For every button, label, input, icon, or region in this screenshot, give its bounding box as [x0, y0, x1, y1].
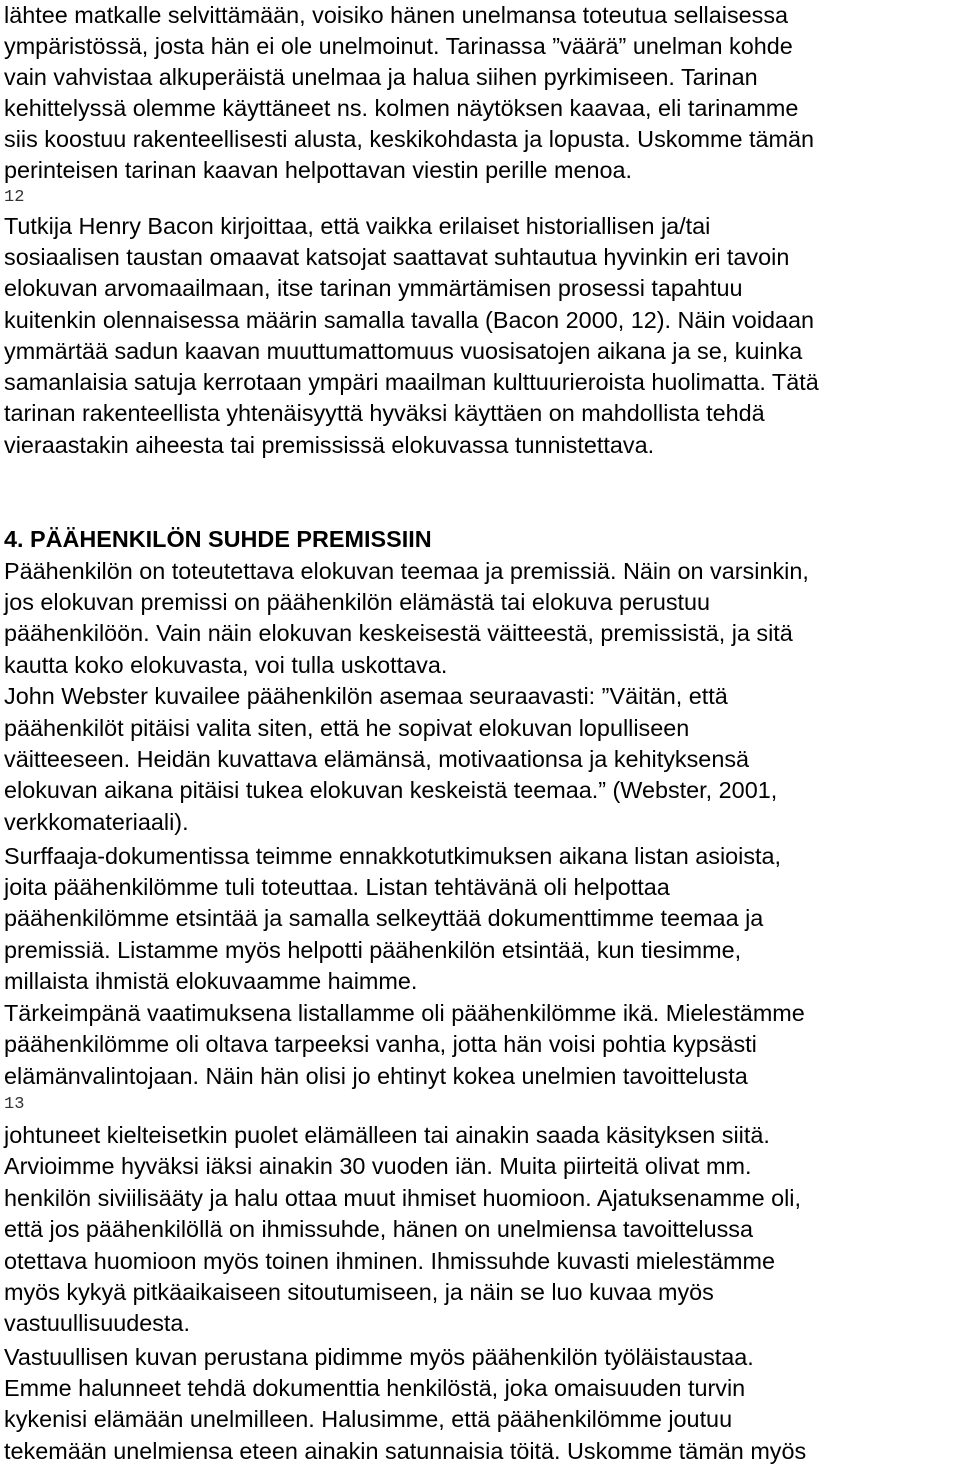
text-line: henkilön siviilisääty ja halu ottaa muut ihmiset huomioon. Ajatuksenamme oli,: [4, 1185, 801, 1211]
text-line: jos elokuvan premissi on päähenkilön elämästä tai elokuva perustuu: [4, 589, 711, 615]
text-line: joita päähenkilömme tuli toteuttaa. Listan tehtävänä oli helpottaa: [4, 874, 670, 900]
text-line: millaista ihmistä elokuvaamme haimme.: [4, 968, 418, 994]
text-line: Emme halunneet tehdä dokumenttia henkilöstä, joka omaisuuden turvin: [4, 1375, 746, 1401]
text-line: elokuvan arvomaailmaan, itse tarinan ymmärtämisen prosessi tapahtuu: [4, 275, 743, 301]
text-line: samanlaisia satuja kerrotaan ympäri maailman kulttuurieroista huolimatta. Tätä: [4, 369, 819, 395]
text-line: kautta koko elokuvasta, voi tulla uskottava.: [4, 652, 448, 678]
text-line: perinteisen tarinan kaavan helpottavan viestin perille menoa.: [4, 157, 633, 183]
text-line: päähenkilömme etsintää ja samalla selkeyttää dokumenttimme teemaa ja: [4, 905, 764, 931]
text-line: elämänvalintojaan. Näin hän olisi jo ehtinyt kokea unelmien tavoittelusta: [4, 1063, 748, 1089]
text-line: Surffaaja-dokumentissa teimme ennakkotutkimuksen aikana listan asioista,: [4, 843, 782, 869]
text-line: elokuvan aikana pitäisi tukea elokuvan keskeistä teemaa.” (Webster, 2001,: [4, 777, 778, 803]
text-line: siis koostuu rakenteellisesti alusta, keskikohdasta ja lopusta. Uskomme tämän: [4, 126, 814, 152]
text-line: sosiaalisen taustan omaavat katsojat saattavat suhtautua hyvinkin eri tavoin: [4, 244, 790, 270]
text-line: päähenkilöön. Vain näin elokuvan keskeisestä väitteestä, premissistä, ja sitä: [4, 620, 793, 646]
text-line: ympäristössä, josta hän ei ole unelmoinut. Tarinassa ”väärä” unelman kohde: [4, 33, 793, 59]
text-line: vain vahvistaa alkuperäistä unelmaa ja halua siihen pyrkimiseen. Tarinan: [4, 64, 758, 90]
text-line: johtuneet kielteisetkin puolet elämälleen tai ainakin saada käsityksen siitä.: [4, 1122, 770, 1148]
text-line: kuitenkin olennaisessa määrin samalla tavalla (Bacon 2000, 12). Näin voidaan: [4, 307, 815, 333]
text-line: Päähenkilön on toteutettava elokuvan teemaa ja premissiä. Näin on varsinkin,: [4, 558, 809, 584]
text-line: ymmärtää sadun kaavan muuttumattomuus vuosisatojen aikana ja se, kuinka: [4, 338, 803, 364]
page-number: 12: [4, 188, 25, 207]
text-line: Tärkeimpänä vaatimuksena listallamme oli päähenkilömme ikä. Mielestämme: [4, 1000, 805, 1026]
text-line: Arvioimme hyväksi iäksi ainakin 30 vuoden iän. Muita piirteitä olivat mm.: [4, 1153, 752, 1179]
text-line: väitteeseen. Heidän kuvattava elämänsä, motivaationsa ja kehityksensä: [4, 746, 750, 772]
text-line: tarinan rakenteellista yhtenäisyyttä hyväksi käyttäen on mahdollista tehdä: [4, 400, 765, 426]
text-line: kehittelyssä olemme käyttäneet ns. kolmen näytöksen kaavaa, eli tarinamme: [4, 95, 799, 121]
text-line: vieraastakin aiheesta tai premississä elokuvassa tunnistettava.: [4, 432, 655, 458]
text-line: tekemään unelmiensa eteen ainakin satunnaisia töitä. Uskomme tämän myös: [4, 1438, 807, 1464]
text-line: otettava huomioon myös toinen ihminen. Ihmissuhde kuvasti mielestämme: [4, 1248, 775, 1274]
text-line: lähtee matkalle selvittämään, voisiko hänen unelmansa toteutua sellaisessa: [4, 2, 789, 28]
text-line: myös kykyä pitkäaikaiseen sitoutumiseen, ja näin se luo kuvaa myös: [4, 1279, 714, 1305]
text-line: vastuullisuudesta.: [4, 1310, 190, 1336]
text-line: päähenkilömme oli oltava tarpeeksi vanha, jotta hän voisi pohtia kypsästi: [4, 1031, 757, 1057]
page-number: 13: [4, 1095, 25, 1114]
text-line: päähenkilöt pitäisi valita siten, että he sopivat elokuvan lopulliseen: [4, 715, 690, 741]
section-heading: 4. PÄÄHENKILÖN SUHDE PREMISSIIN: [4, 526, 432, 552]
text-line: premissiä. Listamme myös helpotti päähenkilön etsintää, kun tiesimme,: [4, 937, 742, 963]
text-line: että jos päähenkilöllä on ihmissuhde, hänen on unelmiensa tavoittelussa: [4, 1216, 753, 1242]
text-line: verkkomateriaali).: [4, 809, 189, 835]
text-line: kykenisi elämään unelmilleen. Halusimme, että päähenkilömme joutuu: [4, 1406, 733, 1432]
text-line: Vastuullisen kuvan perustana pidimme myös päähenkilön työläistaustaa.: [4, 1344, 754, 1370]
text-line: Tutkija Henry Bacon kirjoittaa, että vaikka erilaiset historiallisen ja/tai: [4, 213, 711, 239]
text-line: John Webster kuvailee päähenkilön asemaa seuraavasti: ”Väitän, että: [4, 683, 728, 709]
